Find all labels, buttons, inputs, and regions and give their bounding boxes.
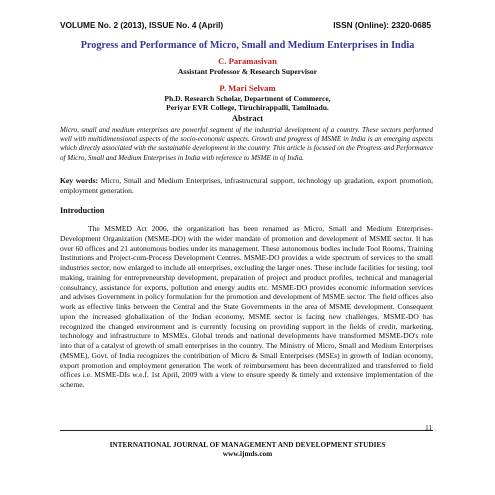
introduction-text: The MSMED Act 2006, the organization has been renamed as Micro, Small and Medium Enterprises-Development Organization (MSME-DO) with the wider mandate of promotion and development of MSME sector. It has over 60 offices and 21 autonomous bodies under its management. These autonomous bodies include Tool Rooms, Training Institutions and Project-cum-Process Development Centres. MSME-DO provides a wide spectrum of services to the small industries sector, now enlarged to include all enterprises, excluding the larger ones. These include facilities for testing, tool making, training for entrepreneurship development, preparation of project and product profiles, technical and managerial consultancy, assistance for exports, pollution and energy audits etc. MSME-DO provides economic information services and advises Government in policy formulation for the promotion and development of MSME sector. The field offices also work as effective links between the Central and the State Governments in the area of MSME development. Consequent upon the increased globalization of the Indian economy, MSME sector is facing new challenges. MSME-DO has recognized the changed environment and is currently focusing on providing support in the fields of credit, marketing, technology and infrastructure to MSMEs. Global trends and national developments have transformed MSME-DO's role into that of a catalyst of growth of small enterprises in the country. The Ministry of Micro, Small and Medium Enterprises (MSME), Govt. of India recognizes the contribution of Micro & Small Enterprises (MSEs) in growth of Indian economy, export promotion and employment generation The work of reimbursement has been decentralized and transferred to field offices i.e. MSME-DIs w.e.f. 1st April, 2009 with a view to ensure speedy & timely and extensive implementation of the scheme.	[60, 224, 433, 389]
author-2-college: Periyar EVR College, Tiruchirappalli, Tamilnadu.	[166, 103, 329, 112]
introduction-heading: Introduction	[60, 206, 105, 215]
author-2-name: P. Mari Selvam	[219, 83, 276, 93]
journal-name: INTERNATIONAL JOURNAL OF MANAGEMENT AND DEVELOPMENT STUDIES	[109, 440, 386, 449]
author-1-role: Assistant Professor & Research Supervisor	[177, 67, 318, 76]
keywords-label: Key words:	[60, 176, 99, 185]
issn: ISSN (Online): 2320-0685	[333, 20, 431, 30]
running-header	[60, 20, 431, 30]
keywords-text: Micro, Small and Medium Enterprises, infrastructural support, technology up gradation, export promotion, employment generation.	[60, 176, 433, 195]
volume-issue: VOLUME No. 2 (2013), ISSUE No. 4 (April)	[60, 20, 224, 30]
author-2-department: Ph.D. Research Scholar, Department of Commerce,	[164, 94, 331, 103]
author-1-name: C. Paramasivan	[218, 56, 277, 66]
journal-footer	[52, 440, 443, 458]
page-number: 11	[425, 424, 432, 432]
footer-rule	[60, 430, 433, 431]
paper-title: Progress and Performance of Micro, Small and Medium Enterprises in India	[80, 40, 415, 51]
abstract-text: Micro, small and medium enterprises are powerful segment of the industrial development of a country. These sectors performed well with multidimensional aspects of the socio-economic aspects. Growth and progress of MSME in India is an emerging aspects which directly associated with the sustainable development in the country. This article is focused on the Progress and Performance of Micro, Small and Medium Enterprises in India with reference to MSME in of India.	[60, 126, 433, 162]
keywords	[60, 176, 433, 195]
journal-website[interactable]: www.ijmds.com	[222, 449, 273, 458]
abstract-heading: Abstract	[231, 114, 264, 123]
